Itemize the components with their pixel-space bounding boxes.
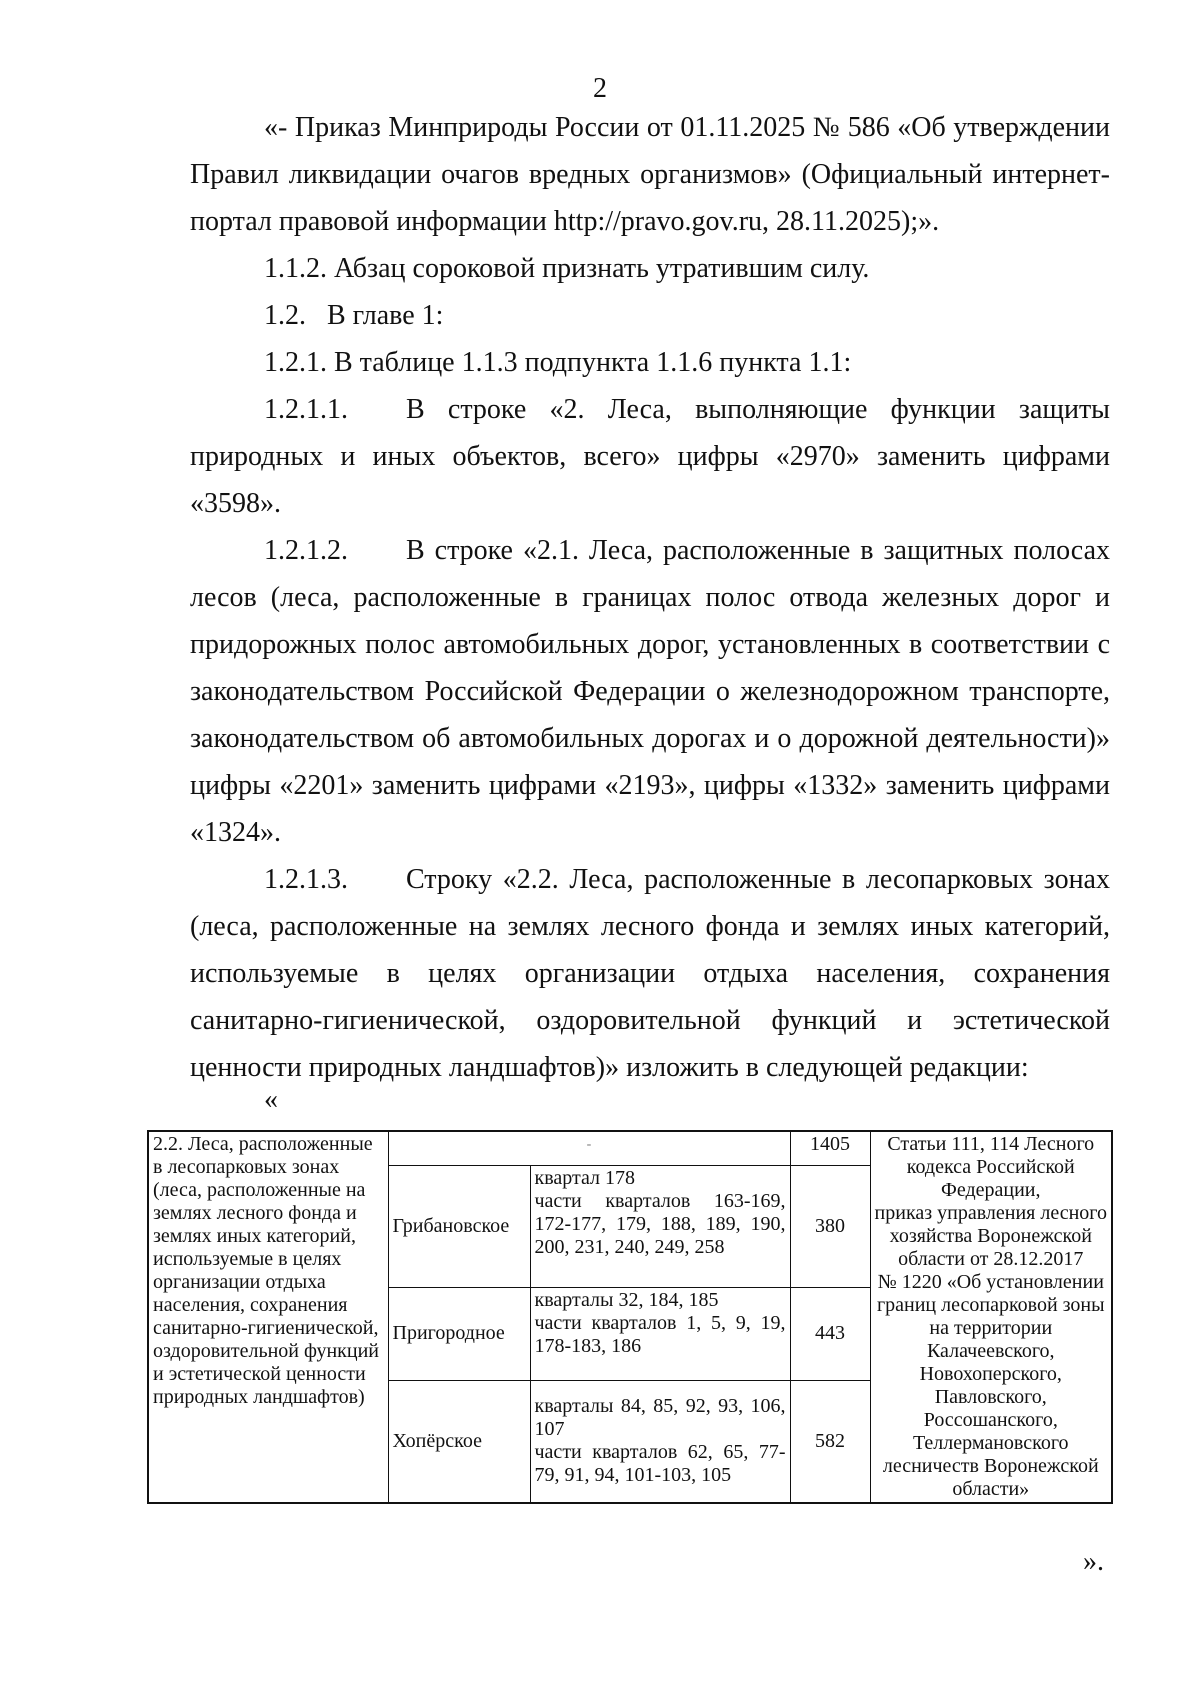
category-cell: 2.2. Леса, расположенные в лесопарковых зонах (леса, расположенные на землях лесного фонда и землях иных категорий, используемые в целях организации отдыха населения, сохранения санитарно-гигиенической, оздоровительной функций и эстетической ценности природных ландшафтов)	[148, 1131, 388, 1503]
legal-basis-cell: Статьи 111, 114 Лесного кодекса Российской Федерации, приказ управления лесного хозяйства Воронежской области от 28.12.2017 № 1220 «Об установлении границ лесопарковой зоны на территории Калачеевского, Новохоперского, Павловского, Россошанского, Теллермановского лесничеств Воронежской области»	[870, 1131, 1112, 1503]
item-text: В строке «2. Леса, выполняющие функции защиты природных и иных объектов, всего» цифры «2970» заменить цифрами «3598».	[190, 394, 1110, 519]
quarters-cell: кварталы 32, 184, 185 части кварталов 1, 5, 9, 19, 178-183, 186	[530, 1287, 790, 1380]
paragraph-1-2-1-3	[190, 856, 1110, 1091]
blank-header-cell: -	[388, 1131, 790, 1165]
table-row	[148, 1131, 1112, 1165]
item-text: Строку «2.2. Леса, расположенные в лесопарковых зонах (леса, расположенные на землях лесного фонда и землях иных категорий, используемые в целях организации отдыха населения, сохранения санитарно-гигиенической, оздоровительной функций и эстетической ценности природных ландшафтов)» изложить в следующей редакции:	[190, 864, 1110, 1083]
item-number: 1.2.1.3.	[264, 864, 348, 895]
area-cell: 582	[790, 1380, 870, 1503]
body-text	[190, 104, 1110, 1091]
total-area-cell: 1405	[790, 1131, 870, 1165]
item-number: 1.2.1.1.	[264, 394, 348, 425]
paragraph-1-2: 1.2. В главе 1:	[264, 300, 444, 331]
item-text: В строке «2.1. Леса, расположенные в защитных полосах лесов (леса, расположенные в границах полос отвода железных дорог и придорожных полос автомобильных дорог, установленных в соответствии с законодательством Российской Федерации о железнодорожном транспорте, законодательством об автомобильных дорогах и о дорожной деятельности)» цифры «2201» заменить цифрами «2193», цифры «1332» заменить цифрами «1324».	[190, 535, 1110, 848]
table-open-quote: «	[264, 1084, 278, 1115]
paragraph-1-2-1-2	[190, 527, 1110, 856]
forest-zone-table	[147, 1130, 1113, 1504]
quarters-cell: кварталы 84, 85, 92, 93, 106, 107 части кварталов 62, 65, 77-79, 91, 94, 101-103, 105	[530, 1380, 790, 1503]
forestry-name-cell: Хопёрское	[388, 1380, 530, 1503]
table-close-quote: ».	[1083, 1546, 1104, 1577]
forestry-name-cell: Пригородное	[388, 1287, 530, 1380]
paragraph-1-1-2: 1.1.2. Абзац сороковой признать утратившим силу.	[264, 253, 870, 284]
paragraph-1-2-1-1	[190, 386, 1110, 527]
page-number: 2	[593, 73, 607, 104]
paragraph-1-2-1: 1.2.1. В таблице 1.1.3 подпункта 1.1.6 пункта 1.1:	[264, 347, 852, 378]
paragraph-order-citation: «- Приказ Минприроды России от 01.11.2025 № 586 «Об утверждении Правил ликвидации очагов вредных организмов» (Официальный интернет-портал правовой информации http://pravo.gov.ru, 28.11.2025);».	[190, 112, 1110, 237]
area-cell: 443	[790, 1287, 870, 1380]
quarters-cell: квартал 178 части кварталов 163-169, 172-177, 179, 188, 189, 190, 200, 231, 240, 249, 258	[530, 1165, 790, 1287]
area-cell: 380	[790, 1165, 870, 1287]
item-number: 1.2.1.2.	[264, 535, 348, 566]
forestry-name-cell: Грибановское	[388, 1165, 530, 1287]
